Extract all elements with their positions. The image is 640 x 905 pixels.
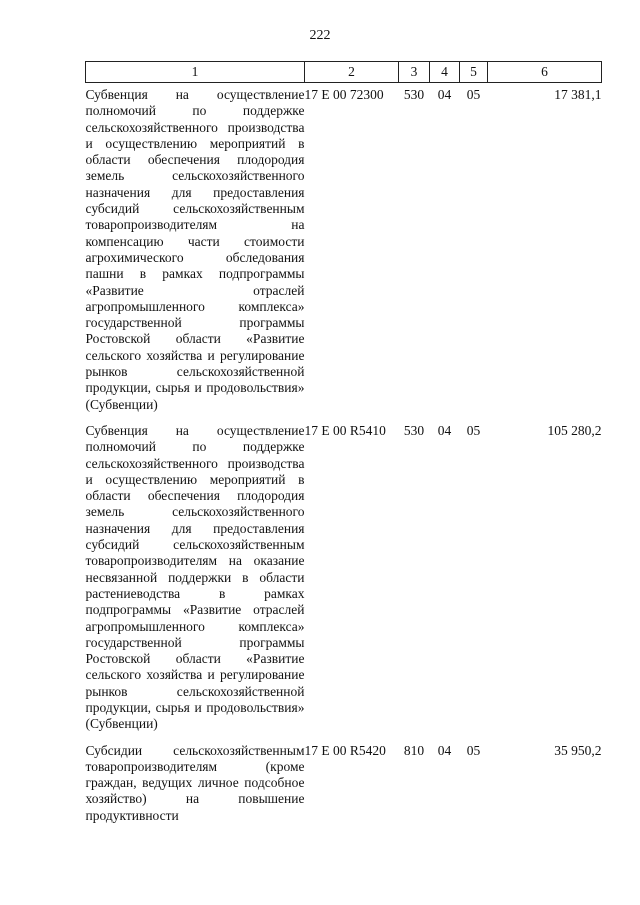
row-subsection: 05 (466, 422, 481, 438)
row-amount: 35 950,2 (554, 742, 602, 758)
row-section: 04 (437, 422, 452, 438)
row-section: 04 (437, 87, 452, 102)
table-row (86, 83, 602, 413)
row-subsection: 05 (466, 87, 481, 102)
table-row (86, 413, 602, 733)
header-row (86, 62, 602, 83)
column-header-2: 2 (305, 62, 399, 83)
row-description: Субсидии сельскохозяйственным товаропроизводителям (кроме граждан, ведущих личное подсобное хозяйство) на повышение продуктивности (85, 742, 305, 823)
row-description: Субвенция на осуществление полномочий по поддержке сельскохозяйственного производства и осуществлению мероприятий в области обеспечения плодородия земель сельскохозяйственного назначения для предоставления субсидий сельскохозяйственным товаропроизводителям на оказание несвязанной поддержки в области растениеводства в рамках подпрограммы «Развитие отраслей агропромышленного комплекса» государственной программы Ростовской области «Развитие сельского хозяйства и регулирование рынков сельскохозяйственной продукции, сырья и продовольствия» (Субвенции) (85, 422, 305, 732)
column-header-3: 3 (399, 62, 430, 83)
row-description: Субвенция на осуществление полномочий по поддержке сельскохозяйственного производства и осуществлению мероприятий в области обеспечения плодородия земель сельскохозяйственного назначения для предоставления субсидий сельскохозяйственным товаропроизводителям на компенсацию части стоимости агрохимического обследования пашни в рамках подпрограммы «Развитие отраслей агропромышленного комплекса» государственной программы Ростовской области «Развитие сельского хозяйства и регулирование рынков сельскохозяйственной продукции, сырья и продовольствия» (Субвенции) (85, 87, 305, 412)
row-target-code: 17 Е 00 R5410 (304, 422, 386, 438)
column-header-5: 5 (460, 62, 488, 83)
page-number: 222 (309, 28, 331, 43)
column-header-4: 4 (430, 62, 460, 83)
row-target-code: 17 Е 00 72300 (304, 87, 384, 102)
row-amount: 17 381,1 (554, 87, 602, 102)
row-expense-type: 530 (403, 422, 425, 438)
row-section: 04 (437, 742, 452, 758)
row-amount: 105 280,2 (547, 422, 602, 438)
row-expense-type: 530 (403, 87, 425, 102)
row-expense-type: 810 (403, 742, 425, 758)
column-header-1: 1 (86, 62, 305, 83)
row-subsection: 05 (466, 742, 481, 758)
table-row (86, 733, 602, 824)
row-target-code: 17 Е 00 R5420 (304, 742, 386, 758)
budget-table (85, 61, 602, 824)
column-header-6: 6 (488, 62, 602, 83)
